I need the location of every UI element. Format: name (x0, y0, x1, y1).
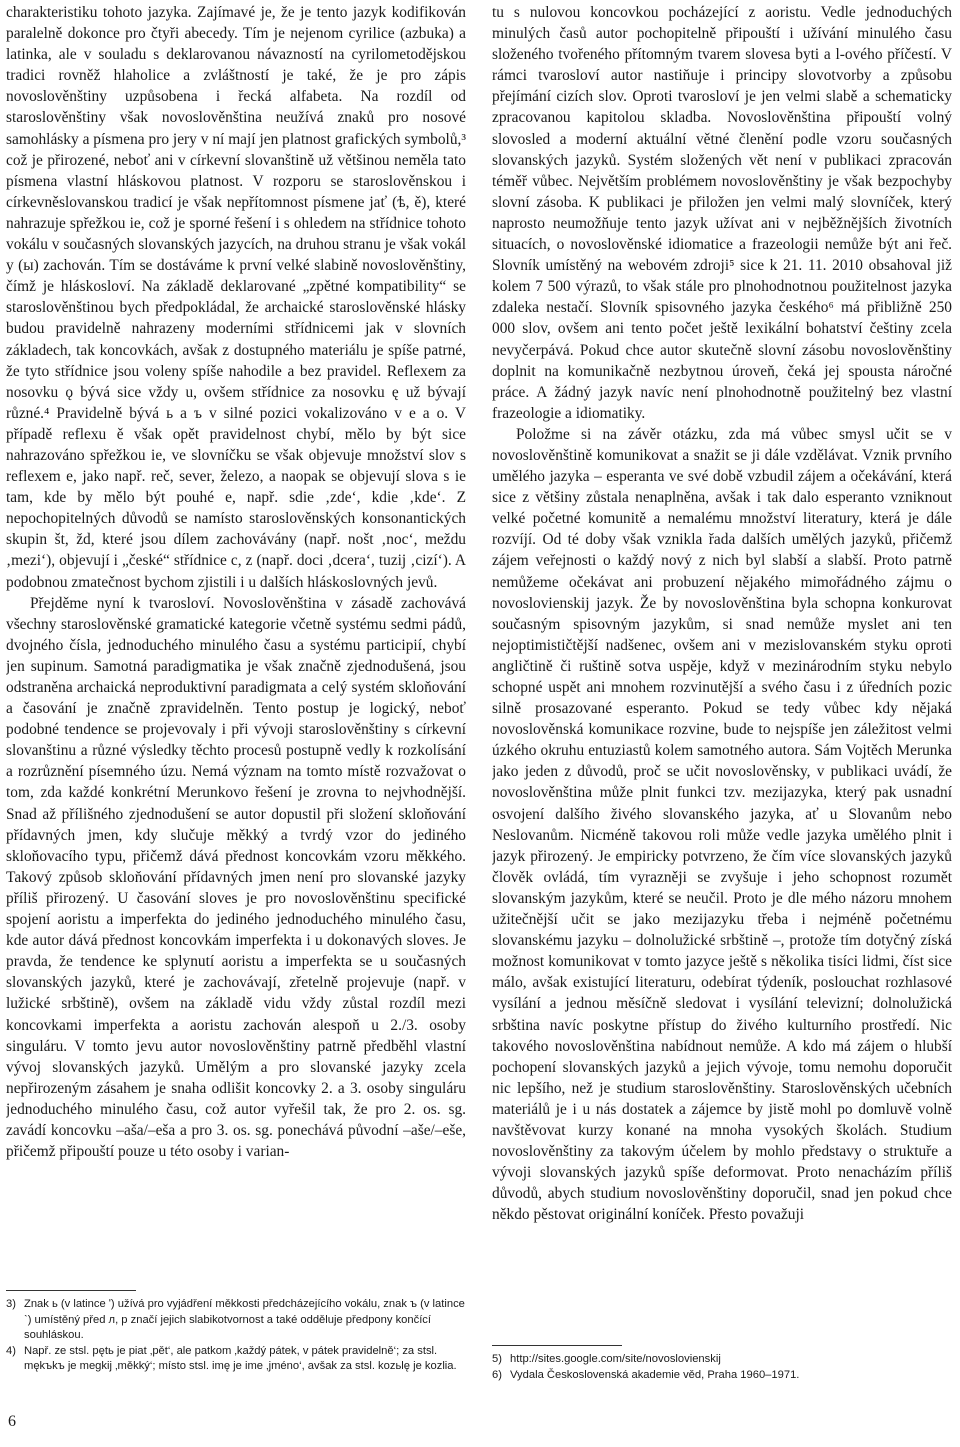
footnote-rule (6, 1290, 136, 1291)
paragraph: Položme si na závěr otázku, zda má vůbec smysl učit se v novoslověnštině komunikovat a snažit se ji dále vzdělávat. Vznik prvního umělého jazyka – esperanta ve své době vzbudil zájem a očekávání, která sice z většiny zůstala nenaplněna, avšak i tak dalo esperanto vzniknout velké početné komunitě a nemalému množství literatury, která je dále rozvíjí. Od té doby však vznikla řada dalších umělých jazyků, přičemž zájem veřejnosti o každý nový z nich byl slabší a slabší. Proto patrně nemůžeme očekávat ani probuzení nějakého mimořádného zájmu o novoslovienskij jazyk. Že by novoslověnština byla schopna konkurovat současným spisovným jazykům, si snad nemůže myslet ani ten nejoptimističtější nadšenec, ovšem ani v mezislovanském styku oproti angličtině či ruštině sotva uspěje, když v mezinárodním styku nebylo schopné uspět ani mnohem rozvinutější a svého času i z úředních pozic silně prosazované esperanto. Pokud se tedy vůbec kdy nějaká novoslověnská komunikace rozvine, bude to nejspíše jen záležitost velmi úzkého okruhu entuziastů kolem samotného autora. Sám Vojtěch Merunka jako jeden z důvodů, proč se učit novoslověnsky, v publikaci uvádí, že novoslověnština může plnit funkci tzv. mezijazyka, který pak usnadní osvojení dalšího živého slovanského jazyka, ať u Slovanům nebo Neslovanům. Nicméně takovou roli může vedle jazyka umělého plnit i jazyk přirozený. Je empiricky potvrzeno, že čím více slovanských jazyků člověk ovládá, tím vyrazněji se zvyšuje i jeho schopnost rozumět slovanským jazykům, které se neučil. Proto je dle mého názoru mnohem užitečnější učit se jako mezijazyku třeba i nejméně početnému slovanskému jazyku – dolnolužické srbštině –, protože tím dotyčný získá možnost komunikovat v tomto jazyce ještě s několika tisíci lidmi, číst sice málo, avšak existující literaturu, odebírat týdeník, poslouchat rozhlasové vysílání a jednou měsíčně sledovat i vysílání televizní; dolnolužická srbština navíc poskytne přístup do živého kulturního prostředí. Nic takového novoslověnština nabídnout nemůže. A kdo má zájem o hlubší pochopení slovanských jazyků a jejich vývoje, tomu nemohu doporučit nic lepšího, než je studium staroslověnštiny. Staroslověnských učebních materiálů je i u nás dostatek a zájemce by jistě mohl po domluvě volně navštěvovat kurzy konané na mnoha vysokých školách. Studium novoslověnštiny za takovým účelem by mohlo představy o struktuře a vývoji slovanských jazyků spíše deformovat. Proto nenacházím příliš důvodů, abych studium novoslověnštiny doporučil, snad jen pokud chce někdo pěstovat originální koníček. Přesto považuji (492, 425, 952, 1224)
paragraph: tu s nulovou koncovkou pocházející z aoristu. Vedle jednoduchých minulých časů autor pochopitelně připouští i užívání minulého času složeného tvořeného přítomným tvarem slovesa byti a l-ového příčestí. V rámci tvarosloví autor nastiňuje i principy slovotvorby a způsobu přejímání cizích slov. Oproti tvarosloví je jen velmi slabě a schematicky zpracovanou kapitolou skladba. Novoslověnština připouští volný slovosled a moderní aktuální větné členění podle vzoru současných slovanských jazyků. Systém složených vět není v publikaci zpracován téměř vůbec. Největším problémem novoslověnštiny je však bezpochyby slovní zásoba. K publikaci je přiložen jen velmi malý slovníček, který naprosto neumožňuje tento jazyk užívat ani v nejběžnějších životních situacích, o novoslověnské idiomatice a frazeologii nemůže být ani řeč. Slovník umístěný na webovém zdroji⁵ sice k 21. 11. 2010 obsahoval již kolem 7 500 výrazů, to však stále pro plnohodnotnou použitelnost jazyka zdaleka nestačí. Slovník spisovného jazyka českého⁶ má přibližně 250 000 slov, ovšem ani tento počet ještě lexikální bohatství češtiny zcela nevyčerpává. Pokud chce autor skutečně slovní zásobu novoslověnštiny doplnit na komunikačně nezbytnou úroveň, čeká jej spousta náročné práce. A žádný jazyk navíc není plnohodnotně použitelný bez vlastní frazeologie a idiomatiky. (492, 4, 952, 422)
footnote-rule (492, 1345, 622, 1346)
footnote-number: 5) (492, 1353, 502, 1365)
footnote-text: Např. ze stsl. pętь je piat ‚pět‘, ale patkom ‚každý pátek, v pátek pravidelně‘; za stsl. mękъkъ je megkij ‚měkký‘; místo stsl. imę je ime ‚jméno‘, avšak za stsl. kozьlę je kozlia. (24, 1344, 457, 1372)
left-text-column (6, 2, 466, 1312)
footnote-text: Znak ь (v latince ʹ) užívá pro vyjádření měkkosti předcházejícího vokálu, znak ъ (v latince ˋ) umístěný před л, р značí jejich slabikotvornost a také odděluje předpony končící souhláskou. (24, 1298, 465, 1341)
paragraph: Přejděme nyní k tvarosloví. Novoslověnština v zásadě zachovává všechny staroslověnské gramatické kategorie včetně systému sedmi pádů, dvojného čísla, jednoduchého minulého času a systému participií, chybí jen supinum. Samotná paradigmatika je však značně zjednodušená, jsou odstraněna archaická neproduktivní paradigmata a celý systém skloňování a časování je značně zpravidelněn. Tento postup je logický, neboť podobné tendence se projevovaly i při vývoji staroslověnštiny s církevní slovanštinu a různé výsledky těchto procesů postupně vedly k rozkolísání a rozrůznění písemného úzu. Nemá význam na tomto místě rozvažovat o tom, zda každé konkrétní Merunkovo řešení je zrovna to nejvhodnější. Snad až přílišného zjednodušení se autor dopustil při složení skloňování přídavných jmen, kdy slučuje měkký a tvrdý vzor do jediného skloňovacího typu, přičemž dává přednost koncovkám vzoru měkkého. Takový způsob skloňování přídavných jmen není pro slovanské jazyky příliš přirozený. U časování sloves je pro novoslověnštinu specifické spojení aoristu a imperfekta do jediného jednoduchého minulého času, kde autor dává přednost koncovkám imperfekta i u dokonavých sloves. Je pravda, že tendence ke splynutí aoristu a imperfekta se u současných slovanských jazyků, které je zachovávají, zřetelně projevuje (např. v lužické srbštině), ovšem na základě vidu vždy zůstal rozdíl mezi koncovkami imperfekta a aoristu zachován alespoň u 2./3. osoby singuláru. V tomto jevu autor novoslověnštiny patrně předběhl vlastní vývoj slovanských jazyků. Umělým a pro slovanské jazyky zcela nepřirozeným zásahem je snaha odlišit koncovky 2. a 3. osoby singuláru jednoduchého minulého času, což autor vyřešil tak, že pro 2. os. sg. zavádí koncovku –aša/–eša a pro 3. os. sg. ponechává původní –aše/–eše, přičemž připouští pouze u této osoby i varian- (6, 594, 466, 1161)
footnote (6, 1344, 466, 1375)
footnote-number: 4) (6, 1344, 16, 1357)
footnote-text: http://sites.google.com/site/novoslovienskij (510, 1353, 721, 1365)
right-text-column (492, 2, 952, 1347)
left-footnotes (6, 1297, 466, 1375)
footnote-number: 6) (492, 1368, 502, 1381)
footnote (492, 1352, 952, 1368)
paragraph: charakteristiku tohoto jazyka. Zajímavé je, že je tento jazyk kodifikován paralelně dokonce pro čtyři abecedy. Tím je nejenom cyrilice (azbuka) a latinka, ale v souladu s deklarovanou návazností na cyrilometodějskou tradici rovněž hlaholice a zvláštností je také, že je pro zápis novoslověnštiny uzpůsobena i řecká alfabeta. Na rozdíl od staroslověnštiny však novoslověnština neužívá znaků pro nosové samohlásky a písmena pro jery v ní mají jen platnost grafických symbolů,³ což je přirozené, neboť ani v církevní slovanštině už většinou neměla tato písmena vlastní hláskovou platnost. V rozporu se staroslověnskou i církevněslovanskou tradicí je však nepřítomnost písmene jať (ѣ, ě), které nahrazuje spřežkou ie, což je sporné řešení i s ohledem na střídnice tohoto vokálu v současných slovanských jazycích, na druhou stranu je však vokál y (ы) zachován. Tím se dostáváme k první velké slabině novoslověnštiny, čímž je hláskosloví. Na základě deklarované „zpětné kompatibility“ se staroslověnštinou bych předpokládal, že archaické staroslověnské hlásky budou pravidelně nahrazeny moderními střídnicemi jak v slovních základech, tak koncovkách, avšak z dostupného materiálu je spíše patrné, že tyto střídnice jsou voleny spíše nahodile a bez pravidel. Reflexem za nosovku ǫ bývá sice vždy u, ovšem střídnice za nosovku ę už bývají různé.⁴ Pravidelně bývá ь a ъ v silné pozici vokalizováno v e a o. V případě reflexu ě však opět pravidelnost chybí, mělo by být sice nahrazováno spřežkou ie, ve slovníčku se však objevuje množství slov s reflexem e, jako např. reč, sever, železo, a naopak se objevují slova s ie tam, kde by mělo být pouhé e, např. sdie ‚zde‘, kdie ‚kde‘. Z nepochopitelných důvodů se namísto staroslověnských konsonantických skupin št, žd, které jsou dílem zachovávány (např. nošt ‚noc‘, meždu ‚mezi‘), objevují i „české“ střídnice c, z (např. doci ‚dcera‘, tuzij ‚cizí‘). A podobnou zmatečnost bychom zjistili i u dalších hláskoslovných jevů. (6, 4, 466, 591)
footnote-text: Vydala Československá akademie věd, Praha 1960–1971. (510, 1368, 800, 1381)
footnote (492, 1368, 952, 1384)
right-footnotes (492, 1352, 952, 1383)
footnote (6, 1297, 466, 1344)
page-number: 6 (8, 1413, 16, 1430)
footnote-number: 3) (6, 1298, 16, 1310)
